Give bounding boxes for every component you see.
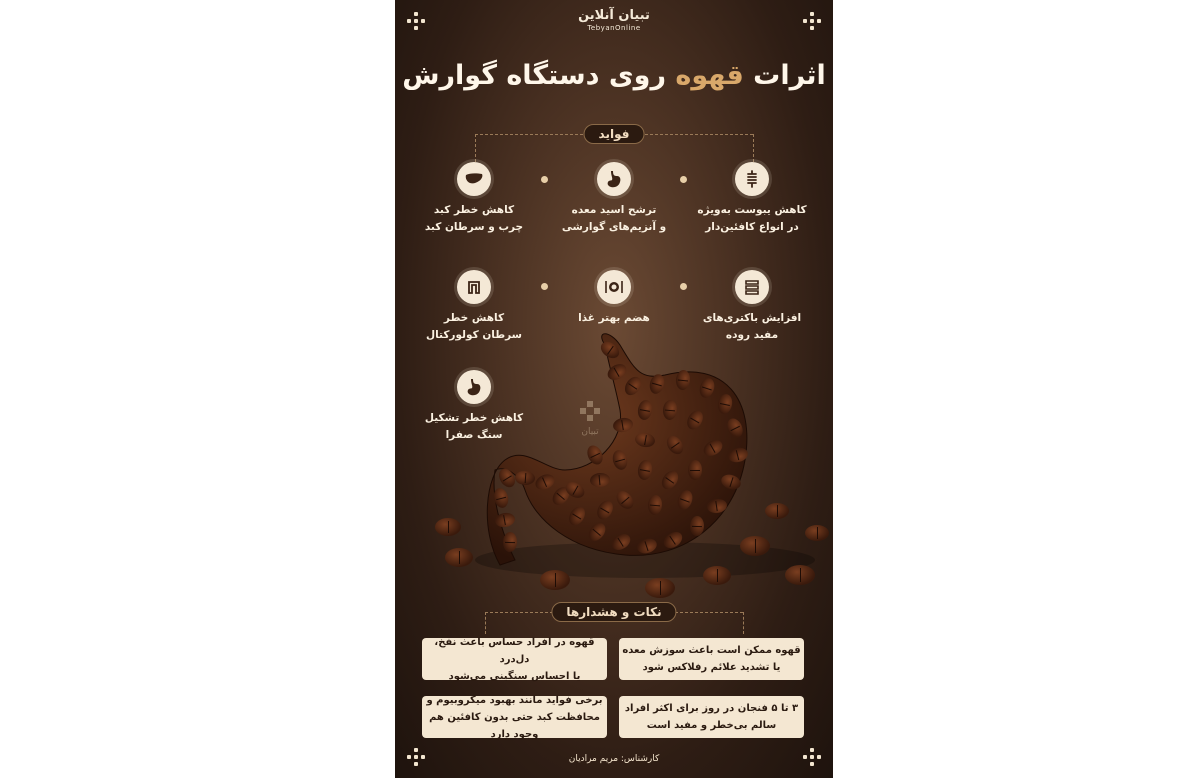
benefit-text-line1: ترشح اسید معده bbox=[571, 204, 657, 216]
warning-text-line2: محافظت کبد حتی بدون کافئین هم وجود دارد bbox=[429, 711, 600, 740]
benefit-text-line2: سرطان کولورکتال bbox=[425, 329, 522, 341]
warning-card bbox=[619, 638, 804, 680]
coffee-bean bbox=[540, 570, 570, 590]
coffee-bean bbox=[435, 518, 461, 536]
watermark-text: تبیان bbox=[581, 427, 599, 437]
benefit-text-line2: مفید روده bbox=[725, 329, 779, 341]
benefit-text-line2: سنگ صفرا bbox=[445, 429, 503, 441]
coffee-bean bbox=[645, 578, 675, 598]
benefit-text-line1: افزایش باکتری‌های bbox=[702, 312, 802, 324]
connector-left bbox=[485, 612, 486, 634]
warning-text-line2: یا احساس سنگینی می‌شود bbox=[448, 670, 581, 682]
warning-text-line1: قهوه ممکن است باعث سوزش معده bbox=[622, 645, 801, 656]
coffee-bean bbox=[765, 503, 789, 519]
benefit-text-line1: هضم بهتر غذا bbox=[578, 312, 650, 324]
warning-card bbox=[619, 696, 804, 738]
watermark-logo bbox=[575, 400, 605, 437]
benefit-text-line2: در انواع کافئین‌دار bbox=[705, 221, 799, 233]
warning-text-line2: سالم بی‌خطر و مفید است bbox=[646, 720, 777, 731]
warning-card bbox=[422, 696, 607, 738]
coffee-bean bbox=[785, 565, 815, 585]
benefit-text-line1: کاهش خطر کبد bbox=[433, 204, 515, 216]
benefit-text-line1: کاهش خطر تشکیل bbox=[424, 412, 524, 424]
coffee-bean bbox=[740, 536, 770, 556]
logo-text-en: TebyanOnline bbox=[587, 24, 641, 32]
warning-card bbox=[422, 638, 607, 680]
coffee-bean bbox=[445, 548, 473, 567]
warning-text-line1: قهوه در افراد حساس باعث نفخ، دل‌درد bbox=[434, 636, 595, 665]
stomach-coffee-bean bbox=[688, 460, 702, 480]
warning-text-line1: برخی فواید مانند بهبود میکروبیوم و bbox=[426, 694, 603, 706]
warnings-heading: نکات و هشدارها bbox=[551, 602, 676, 622]
benefit-text-line2: و آنزیم‌های گوارشی bbox=[561, 221, 667, 233]
title-highlight: قهوه bbox=[675, 60, 744, 91]
title-part1: اثرات bbox=[743, 60, 826, 91]
infographic-poster bbox=[395, 0, 833, 778]
coffee-bean bbox=[703, 566, 731, 585]
connector-right bbox=[743, 612, 744, 634]
expert-credit: کارشناس: مریم مرادیان bbox=[568, 754, 660, 764]
title-part2: روی دستگاه گوارش bbox=[402, 60, 676, 91]
warning-text-line1: ۳ تا ۵ فنجان در روز برای اکثر افراد bbox=[624, 703, 799, 714]
logo-text-fa: تبیان آنلاین bbox=[578, 8, 650, 23]
benefit-text-line2: چرب و سرطان کبد bbox=[424, 221, 524, 233]
benefit-text-line1: کاهش یبوست به‌ویژه bbox=[697, 204, 807, 216]
coffee-bean bbox=[805, 525, 829, 541]
benefits-heading: فواید bbox=[584, 124, 645, 144]
watermark-icon bbox=[578, 400, 602, 424]
warning-text-line2: یا تشدید علائم رفلاکس شود bbox=[642, 662, 781, 673]
benefit-text-line1: کاهش خطر bbox=[443, 312, 505, 324]
